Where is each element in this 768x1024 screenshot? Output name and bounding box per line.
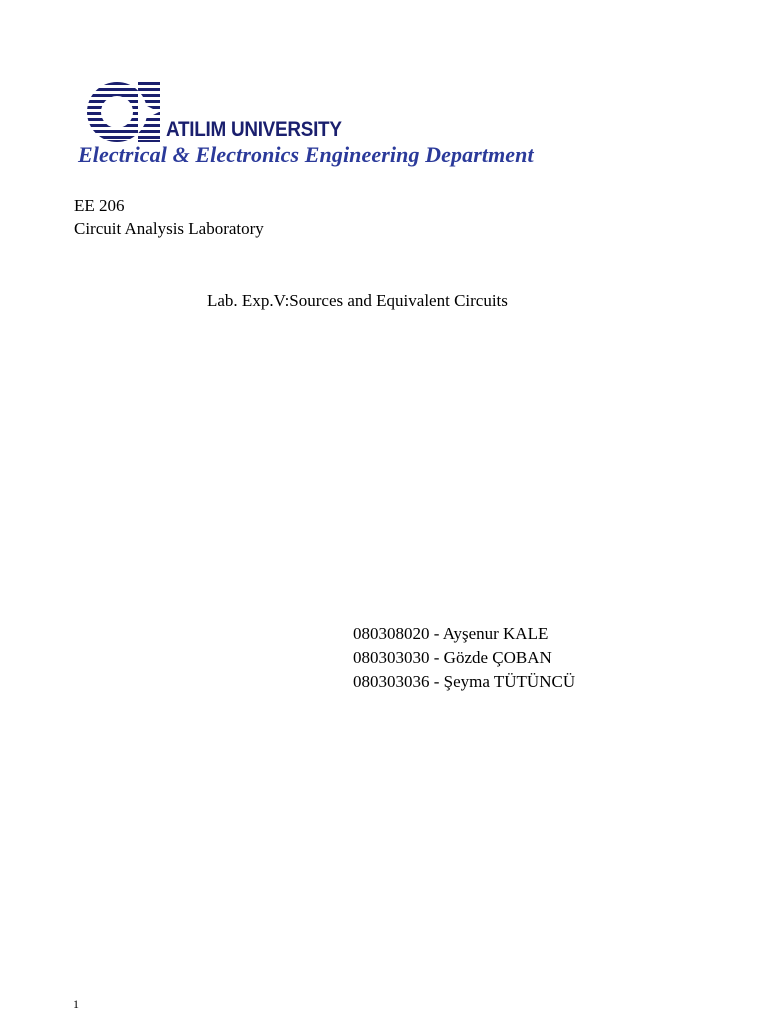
student-entry: 080303036 - Şeyma TÜTÜNCÜ bbox=[353, 672, 576, 691]
course-code: EE 206 bbox=[74, 196, 125, 215]
course-name: Circuit Analysis Laboratory bbox=[74, 219, 264, 238]
student-name: Gözde ÇOBAN bbox=[443, 648, 552, 667]
atilim-university-logo bbox=[83, 78, 163, 146]
page-number: 1 bbox=[73, 997, 79, 1011]
experiment-title: Lab. Exp.V:Sources and Equivalent Circuits bbox=[207, 291, 508, 310]
document-header bbox=[78, 76, 638, 176]
student-name: Ayşenur KALE bbox=[442, 624, 549, 643]
student-name: Şeyma TÜTÜNCÜ bbox=[443, 672, 576, 691]
student-entry: 080308020 - Ayşenur KALE bbox=[353, 624, 549, 643]
student-id: 080308020 bbox=[353, 624, 430, 643]
student-entry: 080303030 - Gözde ÇOBAN bbox=[353, 648, 552, 667]
student-list bbox=[353, 622, 575, 694]
department-name: Electrical & Electronics Engineering Department bbox=[78, 142, 534, 167]
student-id: 080303030 bbox=[353, 648, 430, 667]
student-id: 080303036 bbox=[353, 672, 430, 691]
university-name: ATILIM UNIVERSITY bbox=[166, 118, 342, 141]
